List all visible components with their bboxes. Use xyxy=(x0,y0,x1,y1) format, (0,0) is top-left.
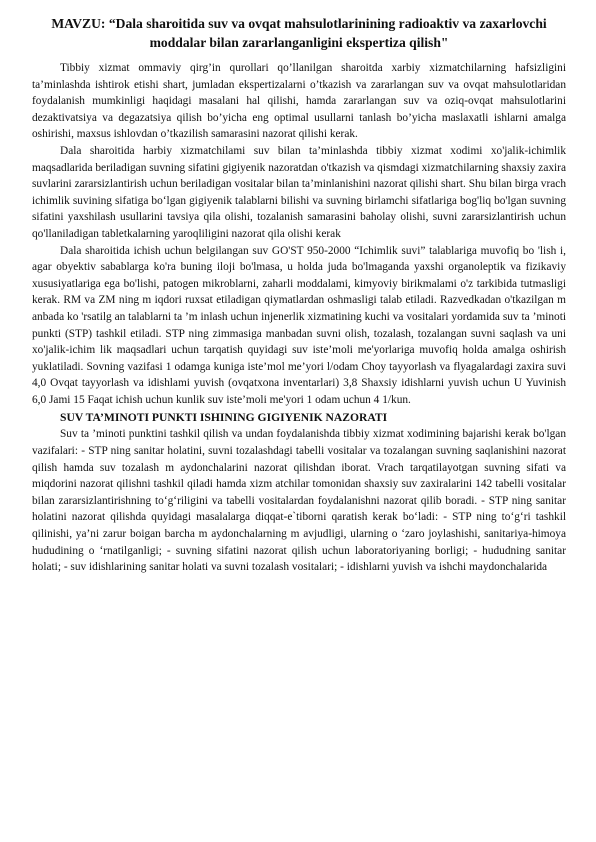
paragraph-stp-tasks: Suv ta ’minoti punktini tashkil qilish va undan foydalanishda tibbiy xizmat xodimining bajarishi kerak bo'lgan vazifalari: - STP ning sanitar holatini, suvni tozalashdagi tabelli vositalar va tozalangan suvning saqlanishini nazorat qilish hamda suv tozalash m aydonchalarini nazorat qilishdan iborat. Vrach tarqatilayotgan suvning sifati va miqdorini nazorat qilishni tashkil qiladi hamda xizm atchilar tomonidan shaxsiy suv zaxiralarini 142 tabelli vositalar bilan zararsizlantirishning to‘g‘riligini va tabelli vositalardan foydalanishni nazorat qilib boradi. - STP ning sanitar holatini nazorat qilishda quyidagi masalalarga diqqat-e`tiborni qaratish kerak bo‘ladi: - STP ning to‘g‘ri tashkil qilinishi, ya’ni zarur boigan barcha m aydonchalarning m avjudligi, ularning o ‘zaro joylashishi, sanitariya-himoya hududining o ‘rnatilganligi; - suvning sifatini nazorat qilish uchun laboratoriyaning borligi; - hududning sanitar holati; - suv idishlarining sanitar holati va suvni tozalash vositalari; - idishlarni yuvish va ishchi maydonchalarida xyxy=(32,428,566,574)
paragraph-water-supply: Dala sharoitida harbiy xizmatchilami suv bilan ta’minlashda tibbiy xizmat xodimi xo'jalik-ichimlik maqsadlarida beriladigan suvning sifatini gigiyenik nazoratdan o'tkazish va qismdagi xizmatchilarning shaxsiy zaxira suvlarini zararsizlantirish uchun beriladigan vositalar bilan ta’minlanishini nazorat qilishi shart. Shu bilan birga vrach ichimlik suvining sifatiga bo‘lgan gigiyenik talablarni bilishi va suvning birlamchi sifatlariga bog'liq bo'lgan suvning sifatini yaxshilash usullarini tavsiya qila olishi, tozalanish samarasini baholay olishi, suvni zararsizlantirish uchun qo'llaniladigan tabletkalarning yaroqliligini nazorat qila olishi kerak xyxy=(32,144,566,240)
section-heading: SUV TA’MINOTI PUNKTI ISHINING GIGIYENIK NAZORATI xyxy=(60,411,388,425)
page-title: MAVZU: “Dala sharoitida suv va ovqat mahsulotlarinining radioaktiv va zaxarlovchi moddalar bilan zararlanganligini ekspertiza qilish" xyxy=(51,16,547,50)
paragraph-water-standards: Dala sharoitida ichish uchun belgilangan suv GO'ST 950-2000 “Ichimlik suvi” talablariga muvofiq bo 'lish i, agar obyektiv sabablarga ko'ra buning iloji bo'lmasa, u holda juda bo'lmaganda yaxshi organoleptik va fizikaviy xususiyatlariga ega bo'lishi, patogen mikroblarni, zaharli moddalami, kimyoviy birikmalami o'z tarkibida tutmasligi kerak. RM va ZM ning m iqdori ruxsat etiladigan qiymatlardan oshmasligi talab etiladi. Razvedkadan o'tkazilgan m anbada ko 'rsatilg an talablarni ta ’m inlash uchun injenerlik xizmatining kuchi va vositalari yordamida suv ta ’minoti punkti (STP) tashkil etiladi. STP ning zimmasiga manbadan suvni olish, tozalash, tozalangan suvni saqlash va uni xo'jalik-ichim lik maqsadlari uchun tarqatish quyidagi suv iste’moli me'yorlariga muvofiq holda amalga oshirish yuklatiladi. Sovning vazifasi 1 odamga kuniga iste’mol me’yori l/odam Choy tayyorlash va flyagalardagi zaxira suvi 4,0 Ovqat tayyorlash va idishlami yuvish (ovqatxona inventarlari) 3,8 Shaxsiy idishlarni yuvish uchun U Yuvinish 6,0 Jami 15 Faqat ichish uchun kunlik suv iste’moli me'yori 1 odam uchun 4 1/kun. xyxy=(32,244,566,406)
paragraph-intro: Tibbiy xizmat ommaviy qirg’in qurollari qo’llanilgan sharoitda xarbiy xizmatchilarning hafsizligini ta’minlashda ishtirok etishi shart, jumladan ekspertizalarni o’tkazish va zararlangan suv va ovqat mahsulotlaridan foydalanish mumkinligi haqidagi masalani hal qilishi, hamda zararlangan suv va oziq-ovqat mahsulotlarini dezaktivatsiya va degazatsiya qilish bo’yicha eng optimal usullarni tanlash bo’yicha maslaxatli ishlarni amalga oshirishi, maxsus ishlovdan o’tkazilish samarasini nazorat qilishi kerak. xyxy=(32,62,566,141)
